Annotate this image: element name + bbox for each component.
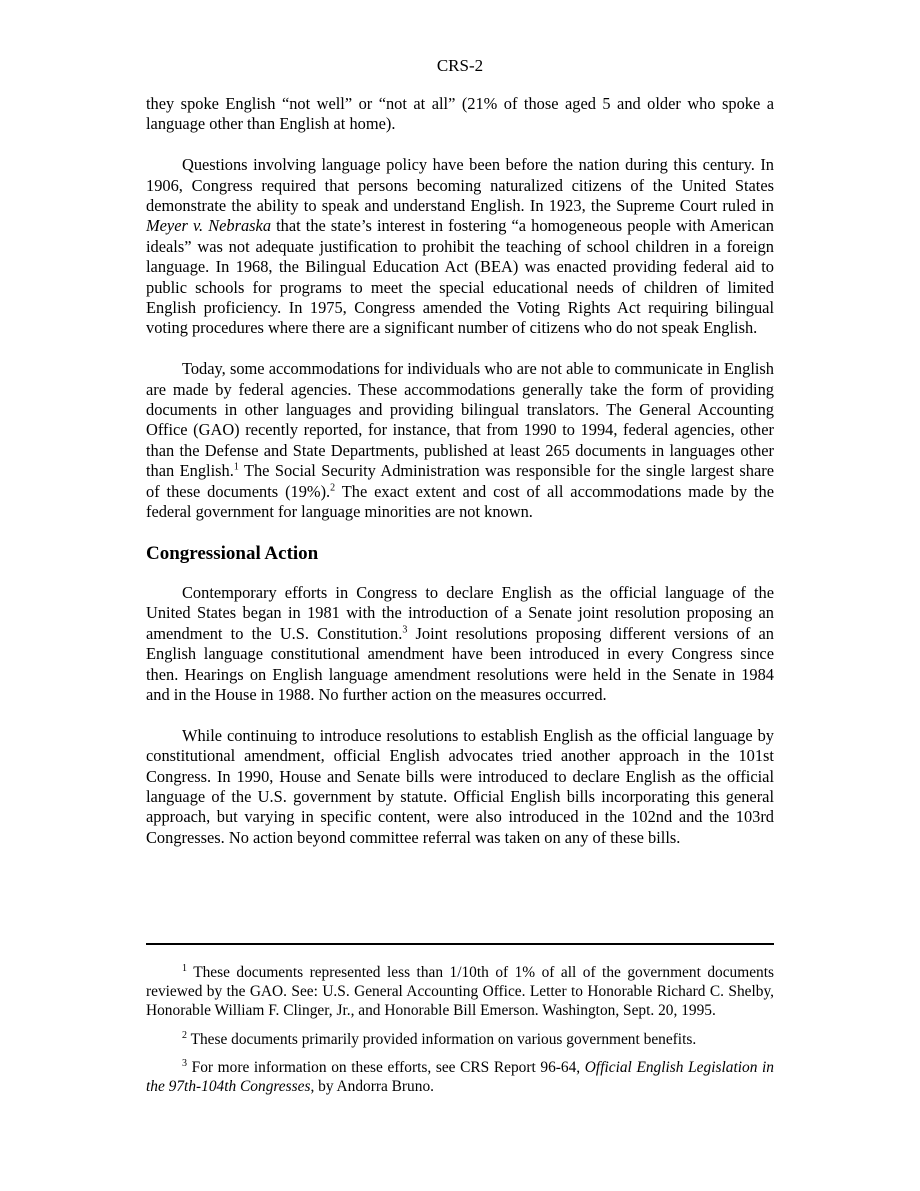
footnote-text: These documents primarily provided information on various government benefits. xyxy=(187,1030,697,1048)
paragraph-federal-accommodations xyxy=(146,359,774,522)
paragraph-statutory-approach: While continuing to introduce resolutions to establish English as the official language by constitutional amendment, official English advocates tried another approach in the 101st Congress. In 1990, House and Senate bills were introduced to declare English as the official language of the U.S. government by statute. Official English bills incorporating this general approach, but varying in specific content, were also introduced in the 102nd and the 103rd Congresses. No action beyond committee referral was taken on any of these bills. xyxy=(146,725,774,847)
section-heading-congressional-action: Congressional Action xyxy=(146,542,319,564)
footnote-1 xyxy=(146,963,774,1021)
paragraph-contemporary-efforts xyxy=(146,583,774,705)
paragraph-language-policy-history xyxy=(146,155,774,339)
footnote-number-1: 1 xyxy=(182,962,187,974)
paragraph-continuation: they spoke English “not well” or “not at all” (21% of those aged 5 and older who spoke a language other than English at home). xyxy=(146,94,774,134)
paragraph-text: The exact extent and cost of all accommodations made by the federal government for language minorities are not known. xyxy=(146,481,774,522)
footnotes-section xyxy=(146,963,774,1105)
footnote-text: , by Andorra Bruno. xyxy=(310,1078,434,1096)
footnote-number-2: 2 xyxy=(182,1029,187,1041)
case-name-meyer-v-nebraska: Meyer v. Nebraska xyxy=(146,216,272,236)
body-text xyxy=(146,94,774,869)
footnote-ref-3[interactable]: 3 xyxy=(402,624,408,636)
footnote-text: These documents represented less than 1/10th of 1% of all of the government documents reviewed by the GAO. See: U.S. General Accounting Office. Letter to Honorable Richard C. Shelby, Honorable William F. Clinger, Jr., and Honorable Bill Emerson. Washington, Sept. 20, 1995. xyxy=(146,964,774,1020)
footnote-ref-2[interactable]: 2 xyxy=(330,482,336,494)
paragraph-text: The Social Security Administration was responsible for the single largest share of these documents (19%). xyxy=(146,461,774,501)
paragraph-text: Joint resolutions proposing different versions of an English language constitutional amendment have been introduced in every Congress since then. Hearings on English language amendment resolutions were held in the Senate in 1984 and in the House in 1988. No further action on the measures occurred. xyxy=(146,623,774,704)
page-number-header: CRS-2 xyxy=(436,56,484,75)
footnote-2 xyxy=(146,1030,774,1049)
paragraph-text: Contemporary efforts in Congress to declare English as the official language of the United States began in 1981 with the introduction of a Senate joint resolution proposing an amendment to the U.S. Constitution. xyxy=(146,582,774,643)
footnote-text: For more information on these efforts, see CRS Report 96-64, xyxy=(187,1058,585,1076)
paragraph-text: Questions involving language policy have been before the nation during this century. In 1906, Congress required that persons becoming naturalized citizens of the United States demonstrate the ability to speak and understand English. In 1923, the Supreme Court ruled in xyxy=(146,155,774,216)
report-title: Official English Legislation in the 97th-104th Congresses xyxy=(146,1058,774,1096)
paragraph-text: Today, some accommodations for individuals who are not able to communicate in English are made by federal agencies. These accommodations generally take the form of providing documents in other languages and providing bilingual translators. The General Accounting Office (GAO) recently reported, for instance, that from 1990 to 1994, federal agencies, other than the Defense and State Departments, published at least 265 documents in languages other than English. xyxy=(146,359,774,481)
paragraph-text: that the state’s interest in fostering “a homogeneous people with American ideals” was not adequate justification to prohibit the teaching of school children in a foreign language. In 1968, the Bilingual Education Act (BEA) was enacted providing federal aid to public schools for programs to meet the special educational needs of children of limited English proficiency. In 1975, Congress amended the Voting Rights Act requiring bilingual voting procedures where there are a significant number of citizens who do not speak English. xyxy=(146,216,774,338)
footnote-divider xyxy=(146,943,774,945)
footnote-ref-1[interactable]: 1 xyxy=(233,461,239,473)
footnote-number-3: 3 xyxy=(182,1057,187,1069)
footnote-3 xyxy=(146,1058,774,1096)
